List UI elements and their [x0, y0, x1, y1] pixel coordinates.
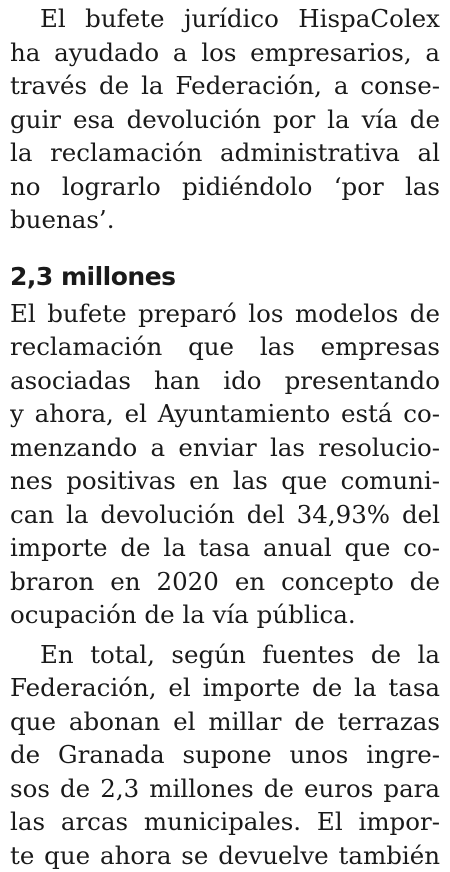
text-line: asociadas han ido presentando [10, 364, 440, 398]
text-line: que abonan el millar de terrazas [10, 705, 440, 739]
text-line: can la devolución del 34,93% del [10, 498, 440, 532]
text-line: través de la Federación, a conse- [10, 69, 440, 103]
text-line: ha ayudado a los empresarios, a [10, 36, 440, 70]
text-line: las arcas municipales. El impor- [10, 805, 440, 839]
text-line: braron en 2020 en concepto de [10, 565, 440, 599]
text-line: importe de la tasa anual que co- [10, 531, 440, 565]
text-line: guir esa devolución por la vía de [10, 103, 440, 137]
text-line: menzando a enviar las resolucio- [10, 431, 440, 465]
text-line: reclamación que las empresas [10, 330, 440, 364]
text-line: ocupación de la vía pública. [10, 598, 440, 632]
paragraph-total [10, 638, 440, 872]
section-heading: 2,3 millones [10, 261, 440, 293]
paragraph-bufete [10, 297, 440, 632]
text-line: nes positivas en las que comuni- [10, 464, 440, 498]
text-line: no lograrlo pidiéndolo ‘por las [10, 170, 440, 204]
paragraph-hispacolex [10, 2, 440, 237]
text-line: El bufete jurídico HispaColex [10, 2, 440, 36]
text-line: buenas’. [10, 203, 440, 237]
text-line: sos de 2,3 millones de euros para [10, 772, 440, 806]
text-line: te que ahora se devuelve también [10, 839, 440, 872]
text-line: El bufete preparó los modelos de [10, 297, 440, 331]
article-column [10, 0, 440, 872]
text-line: de Granada supone unos ingre- [10, 738, 440, 772]
text-line: y ahora, el Ayuntamiento está co- [10, 397, 440, 431]
text-line: En total, según fuentes de la [10, 638, 440, 672]
text-line: Federación, el importe de la tasa [10, 671, 440, 705]
text-line: la reclamación administrativa al [10, 136, 440, 170]
